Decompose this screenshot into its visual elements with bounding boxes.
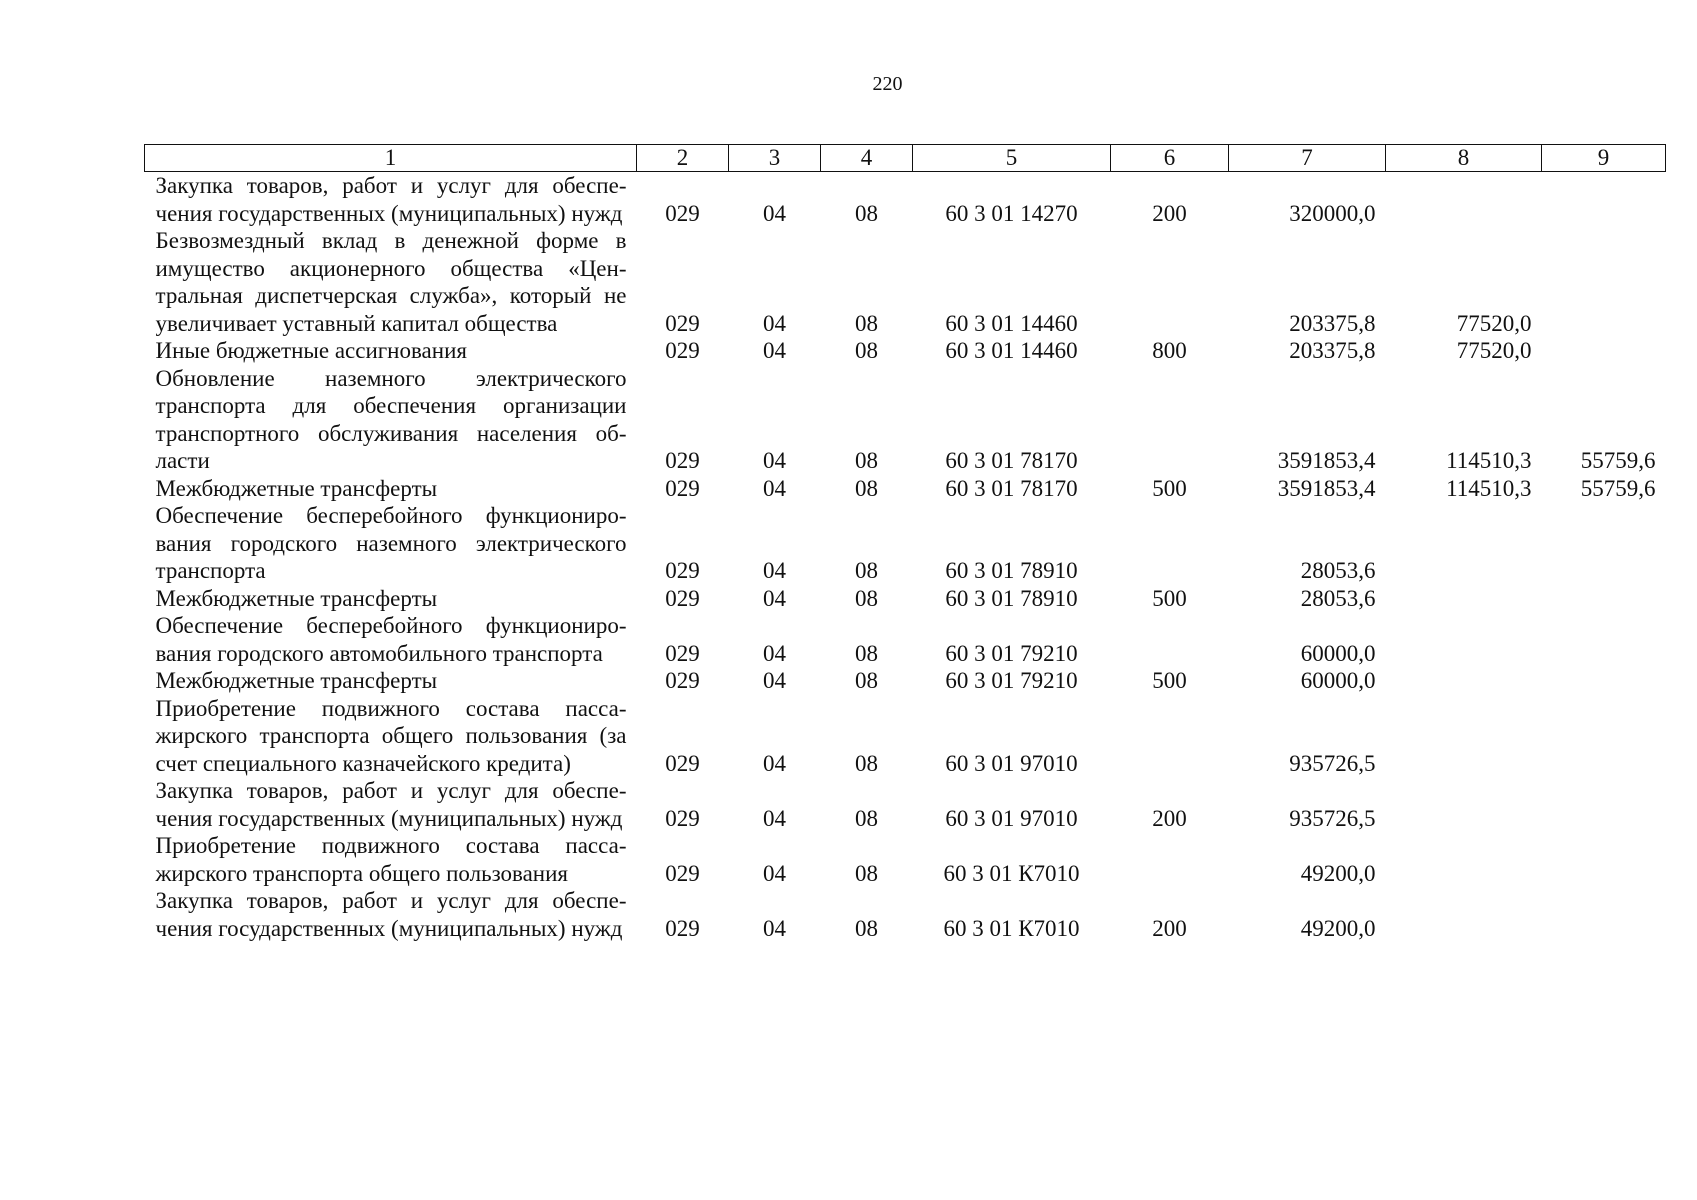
row-ministry-code: 029 [665,805,700,831]
row-description: Закупка товаров, работ и услуг для обеспечения государственных (муниципальных) нужд [155,888,627,941]
row-amount-col9 [1542,832,1666,887]
row-description: Закупка товаров, работ и услуг для обеспечения государственных (муниципальных) нужд [155,173,627,226]
row-ministry-code: 029 [665,640,700,666]
header-col-9: 9 [1542,145,1666,172]
row-description: Межбюджетные трансферты [155,475,438,501]
row-amount-col9 [1542,227,1666,337]
row-description: Приобретение подвижного состава пассажирского транспорта общего пользования (за счет специального казначейского кредита) [155,695,627,776]
row-section-code: 04 [763,338,786,363]
row-target-article: 60 3 01 14270 [945,200,1078,226]
row-expense-type [1111,695,1229,778]
row-description: Межбюджетные трансферты [155,668,438,693]
row-amount-col9 [1542,612,1666,667]
row-amount-col8: 77520,0 [1456,338,1532,363]
row-expense-type: 500 [1152,475,1187,501]
row-amount-col7: 49200,0 [1300,915,1376,941]
row-amount-col8 [1386,832,1542,887]
row-ministry-code: 029 [665,558,700,583]
table-row [145,612,1666,667]
row-section-code: 04 [763,640,786,666]
row-amount-col8 [1386,887,1542,942]
row-amount-col9 [1542,695,1666,778]
row-description: Приобретение подвижного состава пассажирского транспорта общего пользования [155,833,627,886]
row-target-article: 60 3 01 К7010 [943,915,1080,941]
row-ministry-code: 029 [665,310,700,336]
row-section-code: 04 [763,448,786,473]
table-row [145,695,1666,778]
row-ministry-code: 029 [665,475,700,501]
row-amount-col7: 60000,0 [1300,668,1376,693]
table-header [145,145,1666,172]
header-col-8: 8 [1386,145,1542,172]
table-row [145,502,1666,585]
row-amount-col9: 55759,6 [1580,448,1656,473]
row-amount-col7: 60000,0 [1300,640,1376,666]
row-description: Обеспечение бесперебойного функционирования городского автомобильного транспорта [155,613,627,666]
row-target-article: 60 3 01 97010 [945,750,1078,776]
row-amount-col8 [1386,667,1542,695]
header-row [145,145,1666,172]
row-target-article: 60 3 01 К7010 [943,860,1080,886]
row-subsection-code: 08 [855,558,878,583]
row-expense-type: 800 [1152,338,1187,363]
row-subsection-code: 08 [855,860,878,886]
row-amount-col9 [1542,585,1666,613]
row-section-code: 04 [763,558,786,583]
row-amount-col7: 3591853,4 [1277,448,1376,473]
row-amount-col9 [1542,777,1666,832]
table-row [145,337,1666,365]
table-row [145,667,1666,695]
row-expense-type: 200 [1152,915,1187,941]
row-amount-col7: 935726,5 [1289,805,1376,831]
row-amount-col8 [1386,612,1542,667]
table-body [145,172,1666,943]
row-section-code: 04 [763,475,786,501]
row-amount-col7: 28053,6 [1300,585,1376,611]
row-section-code: 04 [763,805,786,831]
row-subsection-code: 08 [855,668,878,693]
table-row [145,365,1666,475]
page-number: 220 [872,73,903,95]
row-ministry-code: 029 [665,585,700,611]
row-amount-col9 [1542,667,1666,695]
table-row [145,832,1666,887]
row-amount-col9 [1542,502,1666,585]
row-ministry-code: 029 [665,448,700,473]
row-description: Обеспечение бесперебойного функционирования городского наземного электрического транспорта [155,503,627,583]
row-expense-type [1111,365,1229,475]
row-expense-type [1111,227,1229,337]
header-col-6: 6 [1111,145,1229,172]
row-amount-col8: 114510,3 [1446,448,1532,473]
row-target-article: 60 3 01 78170 [945,475,1078,501]
row-amount-col8: 77520,0 [1456,310,1532,336]
header-col-5: 5 [913,145,1111,172]
row-amount-col8 [1386,695,1542,778]
row-target-article: 60 3 01 97010 [945,805,1078,831]
table-row [145,777,1666,832]
row-ministry-code: 029 [665,338,700,363]
row-amount-col8 [1386,777,1542,832]
row-description: Безвозмездный вклад в денежной форме в имущество акционерного общества «Центральная диспетчерская служба», который не увеличивает уставный капитал общества [155,228,627,336]
row-expense-type: 500 [1152,585,1187,611]
header-col-1: 1 [145,145,637,172]
row-section-code: 04 [763,915,786,941]
row-ministry-code: 029 [665,860,700,886]
table-row [145,887,1666,942]
row-expense-type: 200 [1152,805,1187,831]
row-section-code: 04 [763,585,786,611]
row-ministry-code: 029 [665,668,700,693]
row-amount-col9 [1542,172,1666,228]
header-col-7: 7 [1229,145,1386,172]
row-subsection-code: 08 [855,585,878,611]
row-description: Иные бюджетные ассигнования [155,338,467,363]
row-target-article: 60 3 01 78170 [945,448,1078,473]
row-target-article: 60 3 01 78910 [945,585,1078,611]
row-amount-col7: 3591853,4 [1277,475,1376,501]
row-ministry-code: 029 [665,915,700,941]
row-section-code: 04 [763,860,786,886]
header-col-4: 4 [821,145,913,172]
row-amount-col9: 55759,6 [1580,475,1656,501]
row-subsection-code: 08 [855,200,878,226]
row-expense-type: 200 [1152,200,1187,226]
row-amount-col8 [1386,172,1542,228]
row-amount-col7: 320000,0 [1289,200,1376,226]
row-target-article: 60 3 01 14460 [945,310,1078,336]
row-subsection-code: 08 [855,915,878,941]
row-target-article: 60 3 01 14460 [945,338,1078,363]
row-expense-type: 500 [1152,668,1187,693]
budget-table [144,144,1666,942]
row-section-code: 04 [763,200,786,226]
row-amount-col8 [1386,585,1542,613]
row-subsection-code: 08 [855,448,878,473]
row-subsection-code: 08 [855,805,878,831]
table-row [145,475,1666,503]
row-description: Обновление наземного электрического транспорта для обеспечения организации транспортного обслуживания населения области [155,365,627,473]
header-col-3: 3 [729,145,821,172]
table-row [145,585,1666,613]
row-amount-col7: 203375,8 [1289,338,1376,363]
row-expense-type [1111,612,1229,667]
header-col-2: 2 [637,145,729,172]
row-description: Межбюджетные трансферты [155,585,438,611]
row-subsection-code: 08 [855,338,878,363]
row-expense-type [1111,832,1229,887]
row-target-article: 60 3 01 78910 [945,558,1078,583]
row-subsection-code: 08 [855,310,878,336]
row-target-article: 60 3 01 79210 [945,668,1078,693]
row-target-article: 60 3 01 79210 [945,640,1078,666]
row-subsection-code: 08 [855,475,878,501]
row-ministry-code: 029 [665,200,700,226]
row-ministry-code: 029 [665,750,700,776]
row-amount-col7: 203375,8 [1289,310,1376,336]
row-description: Закупка товаров, работ и услуг для обеспечения государственных (муниципальных) нужд [155,778,627,831]
row-amount-col8 [1386,502,1542,585]
row-expense-type [1111,502,1229,585]
row-section-code: 04 [763,310,786,336]
row-subsection-code: 08 [855,640,878,666]
table-row [145,227,1666,337]
row-section-code: 04 [763,750,786,776]
row-section-code: 04 [763,668,786,693]
row-amount-col7: 935726,5 [1289,750,1376,776]
row-amount-col9 [1542,337,1666,365]
row-amount-col7: 28053,6 [1300,558,1376,583]
row-subsection-code: 08 [855,750,878,776]
row-amount-col8: 114510,3 [1446,475,1532,501]
row-amount-col9 [1542,887,1666,942]
row-amount-col7: 49200,0 [1300,860,1376,886]
table-row [145,172,1666,228]
